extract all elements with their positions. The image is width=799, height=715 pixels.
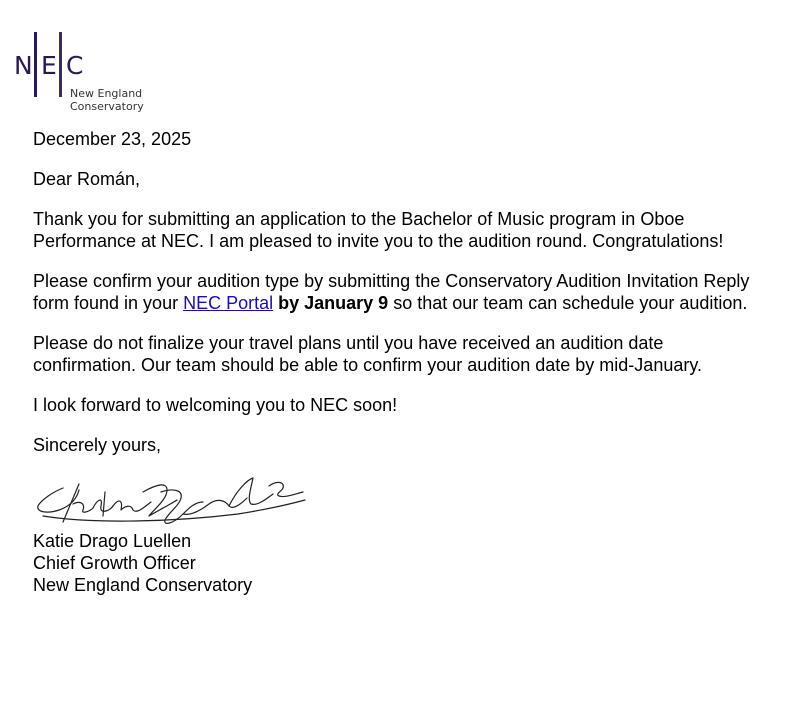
letter-date: December 23, 2025 — [33, 129, 192, 149]
logo-letter-c: C — [66, 51, 84, 80]
logo-letter-e: E — [41, 51, 57, 80]
signer-title: Chief Growth Officer — [33, 553, 196, 573]
letter-body — [33, 128, 763, 474]
letter-closing: Sincerely yours, — [33, 435, 162, 455]
deadline-text: by January 9 — [278, 293, 389, 313]
paragraph-2-outro: so that our team can schedule your audition. — [388, 293, 748, 313]
nec-logo — [14, 32, 146, 114]
letter-greeting: Dear Román, — [33, 169, 141, 189]
paragraph-2-intro: Please confirm your audition type by submitting the Conservatory Audition Invitation Reply form found in your — [33, 271, 750, 313]
logo-wordmark — [70, 87, 144, 113]
signer-name: Katie Drago Luellen — [33, 531, 192, 551]
letter-paragraph-4: I look forward to welcoming you to NEC soon! — [33, 395, 398, 415]
letter-paragraph-1: Thank you for submitting an application to the Bachelor of Music program in Oboe Performance at NEC. I am pleased to invite you to the audition round. Congratulations! — [33, 209, 724, 251]
signer-organization: New England Conservatory — [33, 575, 253, 595]
signature-image — [33, 470, 308, 530]
logo-bar-2 — [59, 32, 62, 97]
logo-line-1: New England — [70, 87, 143, 100]
signer-block — [33, 530, 252, 596]
nec-portal-link[interactable]: NEC Portal — [183, 293, 274, 313]
logo-line-2: Conservatory — [70, 100, 144, 113]
logo-letter-n: N — [14, 51, 33, 80]
logo-bar-1 — [34, 32, 37, 97]
letter-paragraph-3: Please do not finalize your travel plans until you have received an audition date confirmation. Our team should be able to confirm your audition date by mid-January. — [33, 333, 703, 375]
letter-paragraph-2 — [33, 270, 763, 314]
